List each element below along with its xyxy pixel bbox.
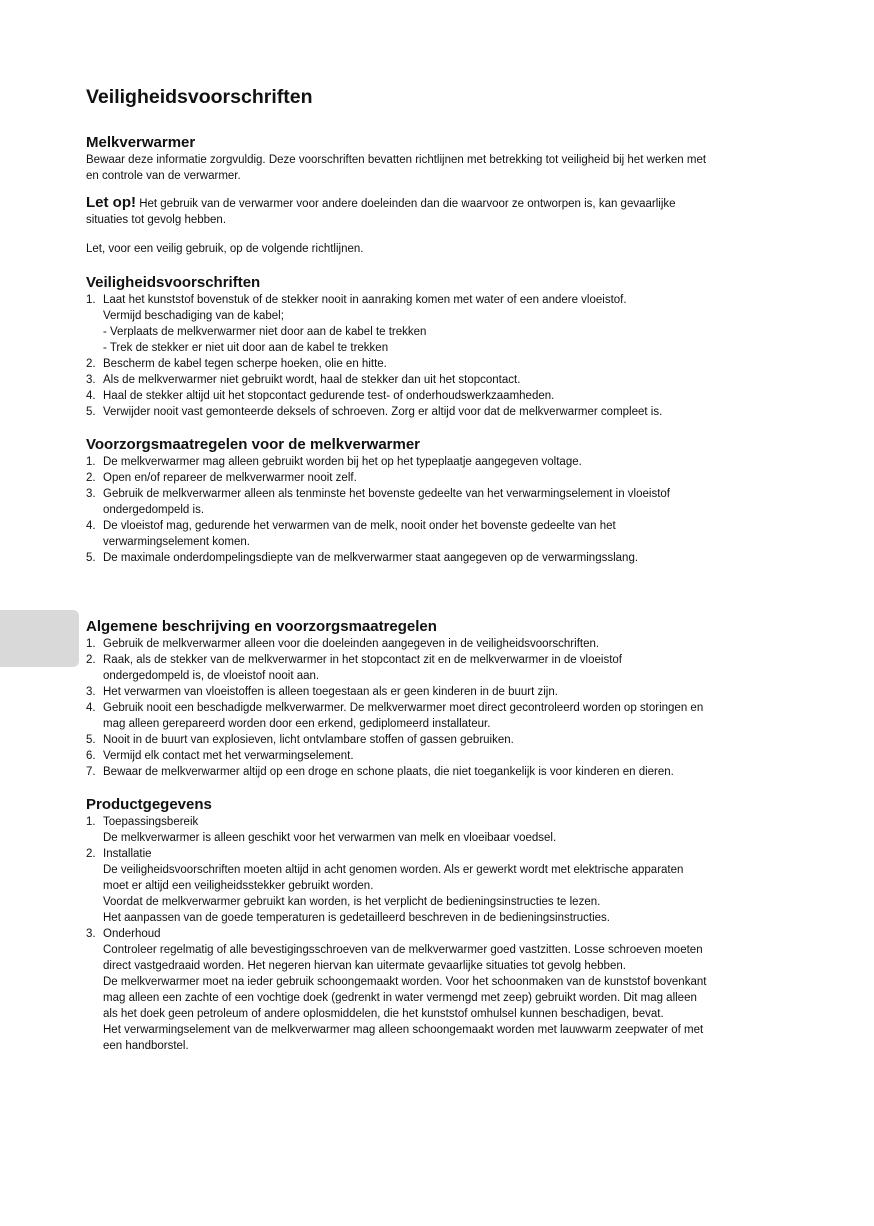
list-item	[86, 814, 786, 846]
list-item	[86, 700, 786, 732]
precautions-section	[86, 435, 786, 566]
list-item-line: Gebruik nooit een beschadigde melkverwarmer. De melkverwarmer moet direct gecontroleerd worden op storingen en	[103, 702, 704, 714]
warning-label: Let op!	[86, 194, 136, 211]
numbered-list	[86, 454, 786, 566]
list-item-number: 5.	[86, 734, 96, 746]
list-item	[86, 486, 786, 518]
list-item-line: - Trek de stekker er niet uit door aan de kabel te trekken	[103, 342, 389, 354]
intro-text	[86, 152, 786, 184]
list-item-line: Het verwarmingselement van de melkverwarmer mag alleen schoongemaakt worden met lauwwarm zeepwater of met	[103, 1024, 704, 1036]
list-item-line: ondergedompeld is, de vloeistof nooit aan.	[103, 670, 320, 682]
list-item	[86, 684, 786, 700]
list-item-line: Raak, als de stekker van de melkverwarmer in het stopcontact zit en de melkverwarmer in de vloeistof	[103, 654, 622, 666]
numbered-list	[86, 814, 786, 1054]
list-item	[86, 356, 786, 372]
list-item	[86, 748, 786, 764]
safety-section	[86, 273, 786, 420]
list-item-number: 1.	[86, 638, 96, 650]
list-item-line: moet er altijd een veiligheidsstekker gebruikt worden.	[103, 880, 374, 892]
list-item-number: 2.	[86, 358, 96, 370]
list-item	[86, 404, 786, 420]
list-item-line: direct vastgedraaid worden. Het negeren hiervan kan uitermate gevaarlijke situaties tot gevolg hebben.	[103, 960, 626, 972]
list-item-number: 2.	[86, 472, 96, 484]
list-item-line: mag alleen gerepareerd worden door een erkend, gediplomeerd installateur.	[103, 718, 491, 730]
warning-line: situaties tot gevolg hebben.	[86, 214, 227, 226]
list-item-line: Het verwarmen van vloeistoffen is alleen toegestaan als er geen kinderen in de buurt zijn.	[103, 686, 558, 698]
list-item-line: een handborstel.	[103, 1040, 189, 1052]
warning-text	[86, 195, 786, 228]
list-item	[86, 454, 786, 470]
list-item-line: De maximale onderdompelingsdiepte van de melkverwarmer staat aangegeven op de verwarmingsslang.	[103, 552, 639, 564]
list-item-number: 3.	[86, 686, 96, 698]
list-item	[86, 846, 786, 926]
list-item	[86, 372, 786, 388]
list-item-number: 6.	[86, 750, 96, 762]
document-title: Veiligheidsvoorschriften	[86, 86, 313, 108]
list-item-line: Laat het kunststof bovenstuk of de stekker nooit in aanraking komen met water of een andere vloeistof.	[103, 294, 627, 306]
list-item-line: Open en/of repareer de melkverwarmer nooit zelf.	[103, 472, 357, 484]
product-section	[86, 795, 786, 1054]
list-item-line: Controleer regelmatig of alle bevestigingsschroeven van de melkverwarmer goed vastzitten. Losse schroeven moeten	[103, 944, 703, 956]
intro-heading: Melkverwarmer	[86, 134, 196, 151]
list-item-line: Toepassingsbereik	[103, 816, 199, 828]
list-item-line: De vloeistof mag, gedurende het verwarmen van de melk, nooit onder het bovenste gedeelte van het	[103, 520, 616, 532]
page-tab-marker	[0, 610, 79, 667]
intro-line: Bewaar deze informatie zorgvuldig. Deze voorschriften bevatten richtlijnen met betrekking tot veiligheid bij het werken met	[86, 154, 707, 166]
numbered-list	[86, 636, 786, 780]
list-item-line: De melkverwarmer moet na ieder gebruik schoongemaakt worden. Voor het schoonmaken van de kunststof bovenkant	[103, 976, 707, 988]
list-item-number: 4.	[86, 702, 96, 714]
list-item-line: Onderhoud	[103, 928, 161, 940]
document-page	[86, 84, 786, 1069]
list-item-number: 1.	[86, 816, 96, 828]
list-item-number: 3.	[86, 928, 96, 940]
list-item-line: mag alleen een zachte of een vochtige doek (gedrenkt in water vermengd met zeep) gebruikt worden. Dit mag alleen	[103, 992, 697, 1004]
list-item-number: 1.	[86, 456, 96, 468]
list-item-number: 2.	[86, 654, 96, 666]
list-item	[86, 388, 786, 404]
list-item-line: Installatie	[103, 848, 152, 860]
list-item-number: 3.	[86, 374, 96, 386]
list-item-line: Als de melkverwarmer niet gebruikt wordt, haal de stekker dan uit het stopcontact.	[103, 374, 521, 386]
list-item-number: 5.	[86, 406, 96, 418]
list-item-line: Nooit in de buurt van explosieven, licht ontvlambare stoffen of gassen gebruiken.	[103, 734, 514, 746]
list-item-line: Haal de stekker altijd uit het stopcontact gedurende test- of onderhoudswerkzaamheden.	[103, 390, 555, 402]
list-item-line: Gebruik de melkverwarmer alleen als tenminste het bovenste gedeelte van het verwarmingselement in vloeistof	[103, 488, 670, 500]
list-item-number: 7.	[86, 766, 96, 778]
list-item-line: De veiligheidsvoorschriften moeten altijd in acht genomen worden. Als er gewerkt wordt met elektrische apparaten	[103, 864, 684, 876]
list-item-number: 2.	[86, 848, 96, 860]
list-item	[86, 292, 786, 356]
list-item	[86, 652, 786, 684]
section-heading: Algemene beschrijving en voorzorgsmaatregelen	[86, 618, 437, 635]
list-item	[86, 636, 786, 652]
list-item-number: 5.	[86, 552, 96, 564]
list-item-line: De melkverwarmer is alleen geschikt voor het verwarmen van melk en vloeibaar voedsel.	[103, 832, 557, 844]
list-item-line: Verwijder nooit vast gemonteerde deksels of schroeven. Zorg er altijd voor dat de melkverwarmer compleet is.	[103, 406, 663, 418]
list-item	[86, 470, 786, 486]
list-item-number: 1.	[86, 294, 96, 306]
section-heading: Veiligheidsvoorschriften	[86, 274, 261, 291]
list-item-number: 4.	[86, 390, 96, 402]
list-item-line: als het doek geen petroleum of andere oplosmiddelen, die het kunststof omhulsel kunnen beschadigen, bevat.	[103, 1008, 664, 1020]
list-item-line: verwarmingselement komen.	[103, 536, 251, 548]
numbered-list	[86, 292, 786, 420]
general-section	[86, 617, 786, 780]
warning-line: Het gebruik van de verwarmer voor andere doeleinden dan die waarvoor ze ontworpen is, kan gevaarlijke	[136, 198, 676, 210]
list-item	[86, 732, 786, 748]
list-item-line: De melkverwarmer mag alleen gebruikt worden bij het op het typeplaatje aangegeven voltage.	[103, 456, 582, 468]
intro-line: en controle van de verwarmer.	[86, 170, 241, 182]
section-heading: Voorzorgsmaatregelen voor de melkverwarmer	[86, 436, 421, 453]
list-item-line: Gebruik de melkverwarmer alleen voor die doeleinden aangegeven in de veiligheidsvoorschriften.	[103, 638, 600, 650]
list-item-line: Bescherm de kabel tegen scherpe hoeken, olie en hitte.	[103, 358, 387, 370]
section-heading: Productgegevens	[86, 796, 212, 813]
list-item-number: 4.	[86, 520, 96, 532]
list-item	[86, 926, 786, 1054]
list-item-line: - Verplaats de melkverwarmer niet door aan de kabel te trekken	[103, 326, 427, 338]
list-item-line: ondergedompeld is.	[103, 504, 205, 516]
list-item	[86, 518, 786, 550]
list-item-line: Het aanpassen van de goede temperaturen is gedetailleerd beschreven in de bedieningsinstructies.	[103, 912, 610, 924]
list-item-line: Voordat de melkverwarmer gebruikt kan worden, is het verplicht de bedieningsinstructies te lezen.	[103, 896, 601, 908]
list-item-line: Vermijd beschadiging van de kabel;	[103, 310, 284, 322]
list-item-line: Bewaar de melkverwarmer altijd op een droge en schone plaats, die niet toegankelijk is voor kinderen en dieren.	[103, 766, 674, 778]
list-item-number: 3.	[86, 488, 96, 500]
list-item	[86, 764, 786, 780]
list-item	[86, 550, 786, 566]
guideline-text: Let, voor een veilig gebruik, op de volgende richtlijnen.	[86, 243, 364, 255]
list-item-line: Vermijd elk contact met het verwarmingselement.	[103, 750, 354, 762]
